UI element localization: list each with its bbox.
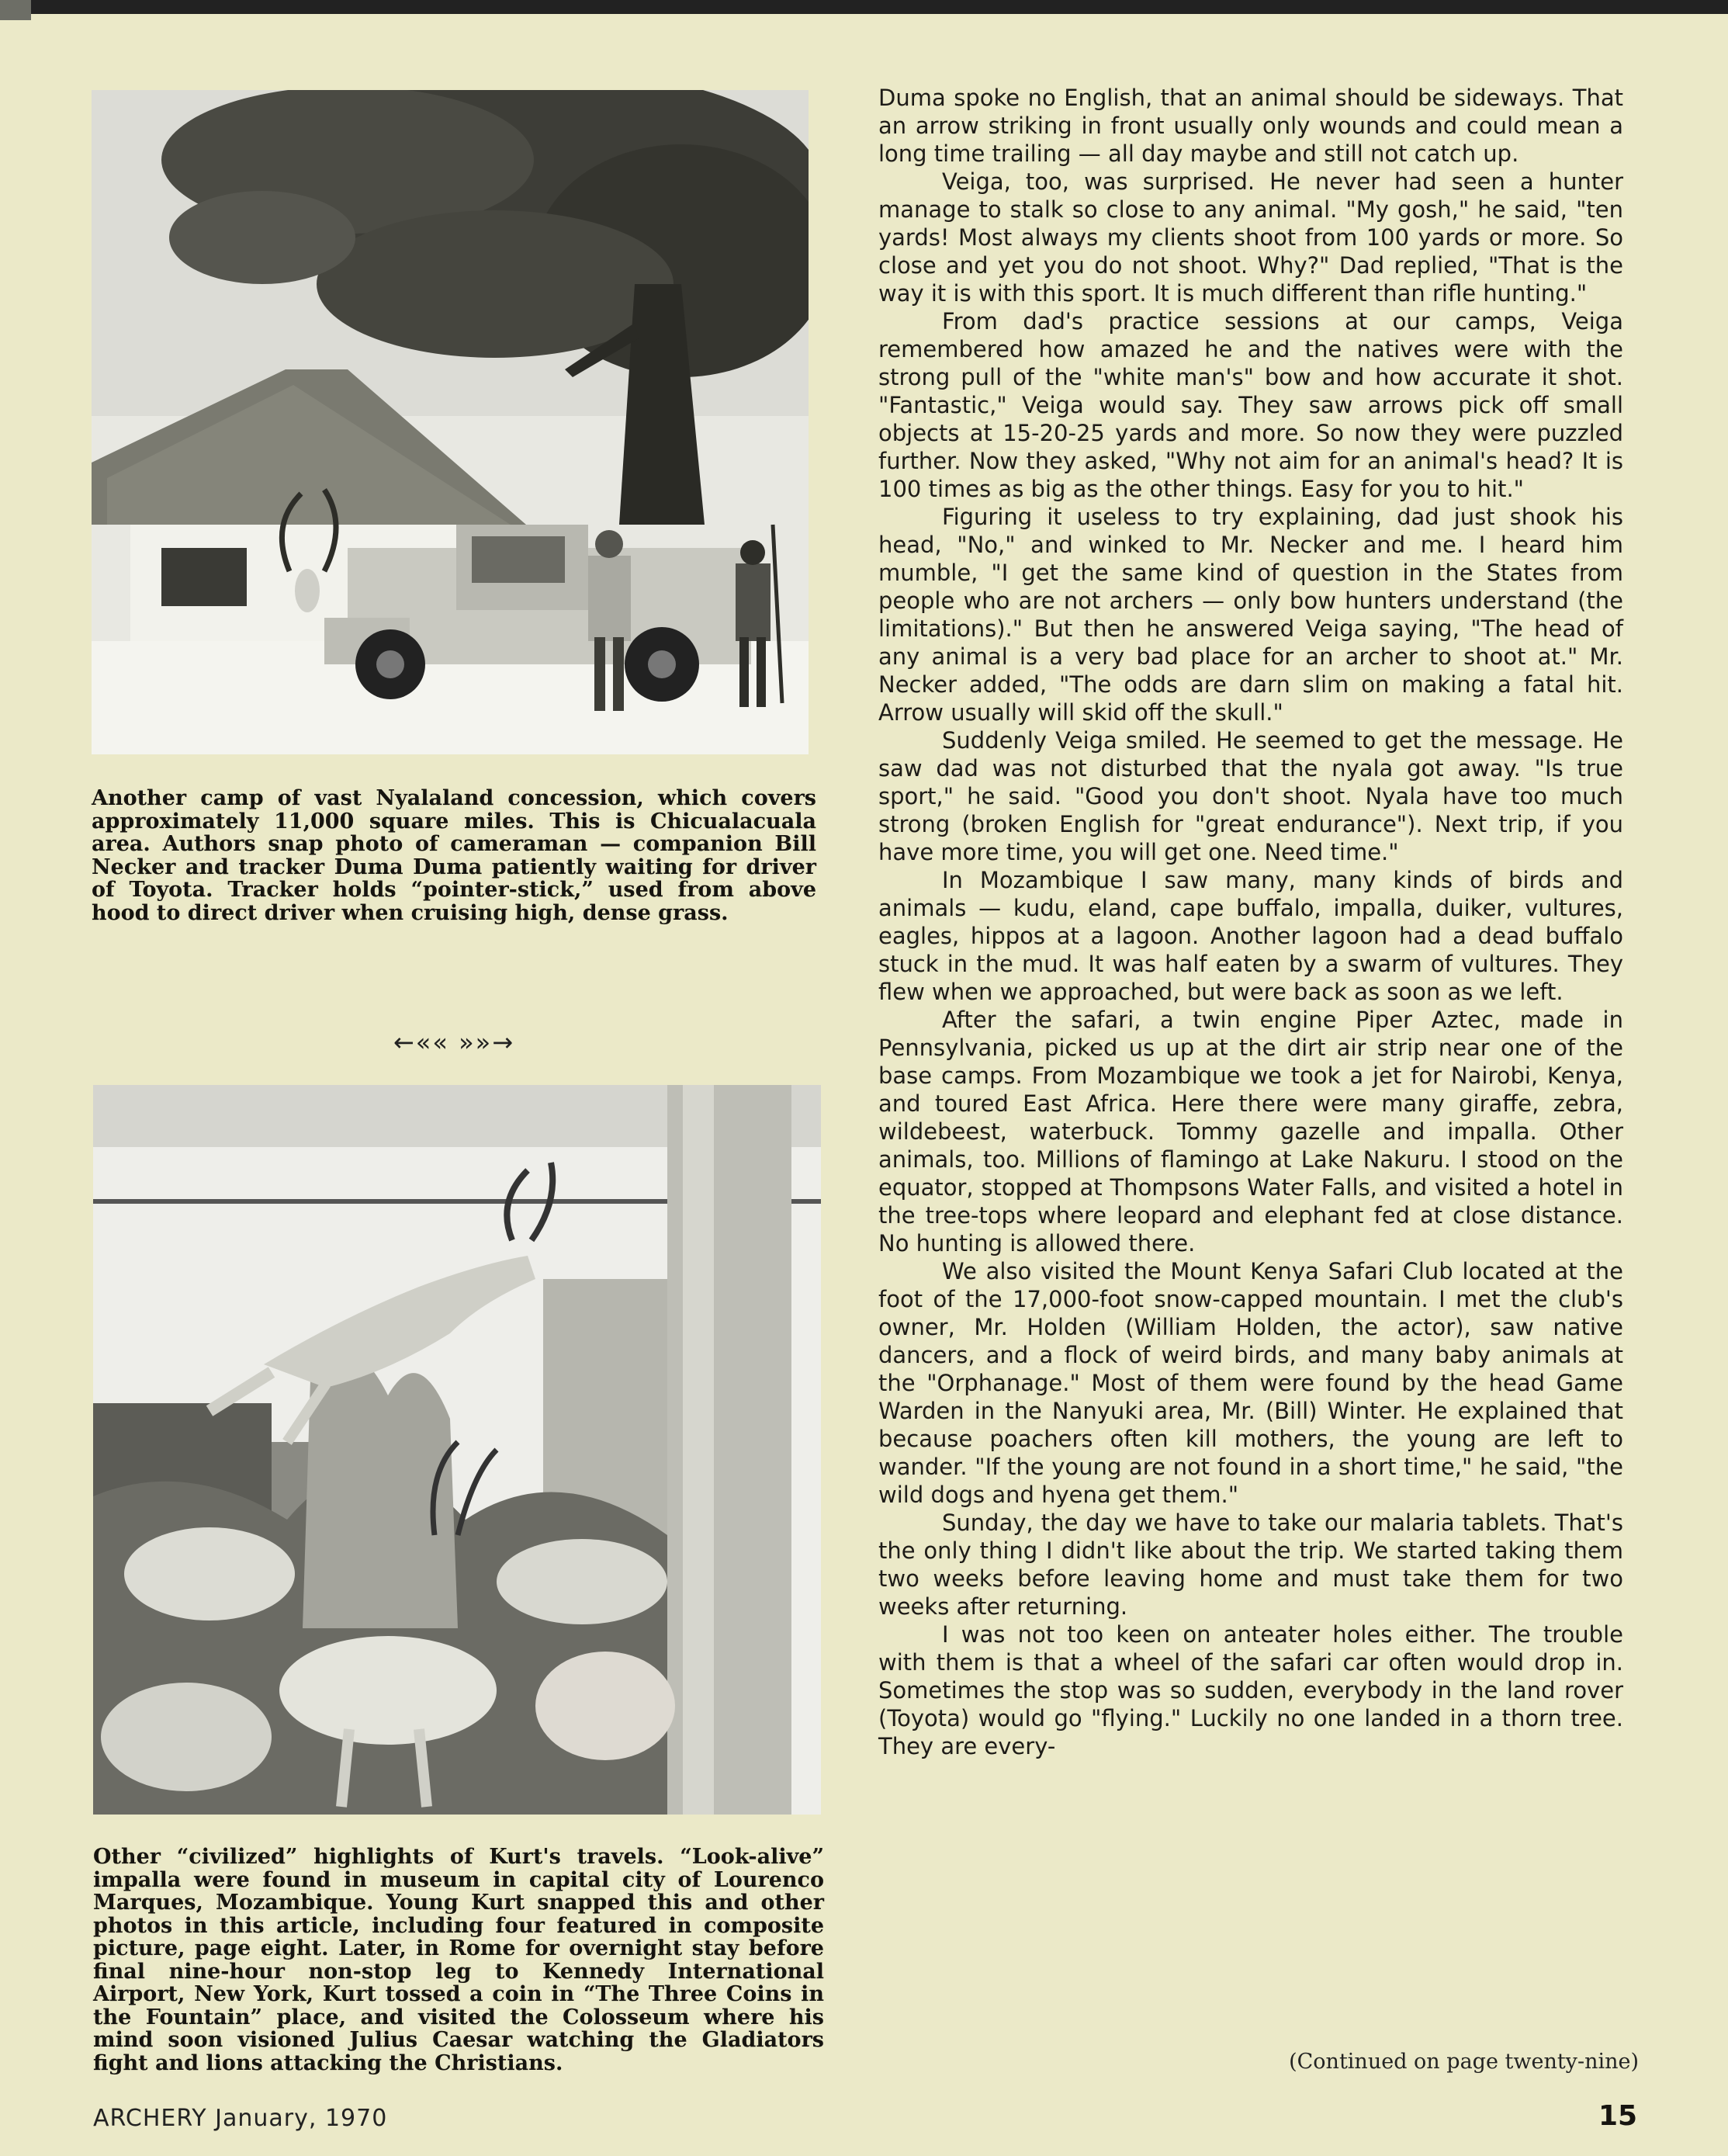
camp-photo-illustration (92, 90, 809, 754)
article-column (878, 84, 1623, 1760)
arrow-ornament: ←«« »»→ (393, 1028, 515, 1057)
article-paragraph: We also visited the Mount Kenya Safari Club located at the foot of the 17,000-foot snow-capped mountain. I met the club's owner, Mr. Holden (William Holden, the actor), saw native dancers, and a flock of weird birds, and many baby animals at the "Orphanage." Most of them were found by the head Game Warden in the Nanyuki area, Mr. (Bill) Winter. He explained that because poachers often kill mothers, the young are left to wander. "If the young are not found in a short time," he said, "the wild dogs and hyena get them." (878, 1258, 1623, 1508)
magazine-name: ARCHERY (93, 2105, 207, 2132)
museum-photo-caption: Other “civilized” highlights of Kurt's travels. “Look-alive” impalla were found in museum in capital city of Lourenco Marques, Mozambique. Young Kurt snapped this and other photos in this article, including four featured in composite picture, page eight. Later, in Rome for overnight stay before final nine-hour non-stop leg to Kennedy International Airport, New York, Kurt tossed a coin in “The Three Coins in the Fountain” place, and visited the Colosseum where his mind soon visioned Julius Caesar watching the Gladiators fight and lions attacking the Christians. (93, 1845, 824, 2075)
continued-note: (Continued on page twenty-nine) (1289, 2050, 1639, 2074)
museum-impalla-photo (93, 1085, 821, 1815)
article-paragraph: From dad's practice sessions at our camps, Veiga remembered how amazed he and the natives were with the strong pull of the "white man's" bow and how accurate it shot. "Fantastic," Veiga would say. They saw arrows pick off small objects at 15-20-25 yards and more. So now they were puzzled further. Now they asked, "Why not aim for an animal's head? It is 100 times as big as the other things. Easy for you to hit." (878, 308, 1623, 502)
article-paragraph: Figuring it useless to try explaining, dad just shook his head, "No," and winked to Mr. Necker and me. I heard him mumble, "I get the same kind of question in the States from people who are not archers — only bow hunters understand (the limitations)." But then he answered Veiga saying, "The head of any animal is a very bad place for an archer to shoot at." Mr. Necker added, "The odds are darn slim on making a fatal hit. Arrow usually will skid off the skull." (878, 504, 1623, 726)
page-corner-edge (0, 0, 31, 20)
article-paragraph: Veiga, too, was surprised. He never had seen a hunter manage to stalk so close to any animal. "My gosh," he said, "ten yards! Most always my clients shoot from 100 yards or more. So close and yet you do not shoot. Why?" Dad replied, "That is the way it is with this sport. It is much different than rifle hunting." (878, 168, 1623, 307)
camp-photo-caption: Another camp of vast Nyalaland concession, which covers approximately 11,000 square miles. This is Chicualacuala area. Authors snap photo of cameraman — companion Bill Necker and tracker Duma Duma patiently waiting for driver of Toyota. Tracker holds “pointer-stick,” used from above hood to direct driver when cruising high, dense grass. (92, 786, 816, 925)
article-paragraph: Suddenly Veiga smiled. He seemed to get the message. He saw dad was not disturbed that the nyala got away. "Is true sport," he said. "Good you don't shoot. Nyala have too much strong (broken English for "great endurance"). Next trip, if you have more time, you will get one. Need time." (878, 727, 1623, 865)
article-paragraph: Duma spoke no English, that an animal should be sideways. That an arrow striking in front usually only wounds and could mean a long time trailing — all day maybe and still not catch up. (878, 85, 1623, 167)
museum-impalla-illustration (93, 1085, 821, 1815)
page-top-edge (0, 0, 1728, 14)
issue-date: January, 1970 (215, 2105, 388, 2132)
article-paragraph: In Mozambique I saw many, many kinds of birds and animals — kudu, eland, cape buffalo, impalla, duiker, vultures, eagles, hippos at a lagoon. Another lagoon had a dead buffalo stuck in the mud. It was half eaten by a swarm of vultures. They flew when we approached, but were back as soon as we left. (878, 867, 1623, 1005)
article-paragraph: Sunday, the day we have to take our malaria tablets. That's the only thing I didn't like about the trip. We started taking them two weeks before leaving home and must take them for two weeks after returning. (878, 1510, 1623, 1620)
article-paragraph: I was not too keen on anteater holes either. The trouble with them is that a wheel of the safari car often would drop in. Sometimes the stop was so sudden, everybody in the land rover (Toyota) would go "flying." Luckily no one landed in a thorn tree. They are every- (878, 1621, 1623, 1759)
article-paragraph: After the safari, a twin engine Piper Aztec, made in Pennsylvania, picked us up at the dirt air strip near one of the base camps. From Mozambique we took a jet for Nairobi, Kenya, and toured East Africa. Here there were many giraffe, zebra, wildebeest, waterbuck. Tommy gazelle and impalla. Other animals, too. Millions of flamingo at Lake Nakuru. I stood on the equator, stopped at Thompsons Water Falls, and visited a hotel in the tree-tops where leopard and elephant fed at close distance. No hunting is allowed there. (878, 1007, 1623, 1257)
camp-photo (92, 90, 809, 754)
footer-magazine-date (93, 2105, 387, 2132)
page-number: 15 (1598, 2100, 1638, 2132)
